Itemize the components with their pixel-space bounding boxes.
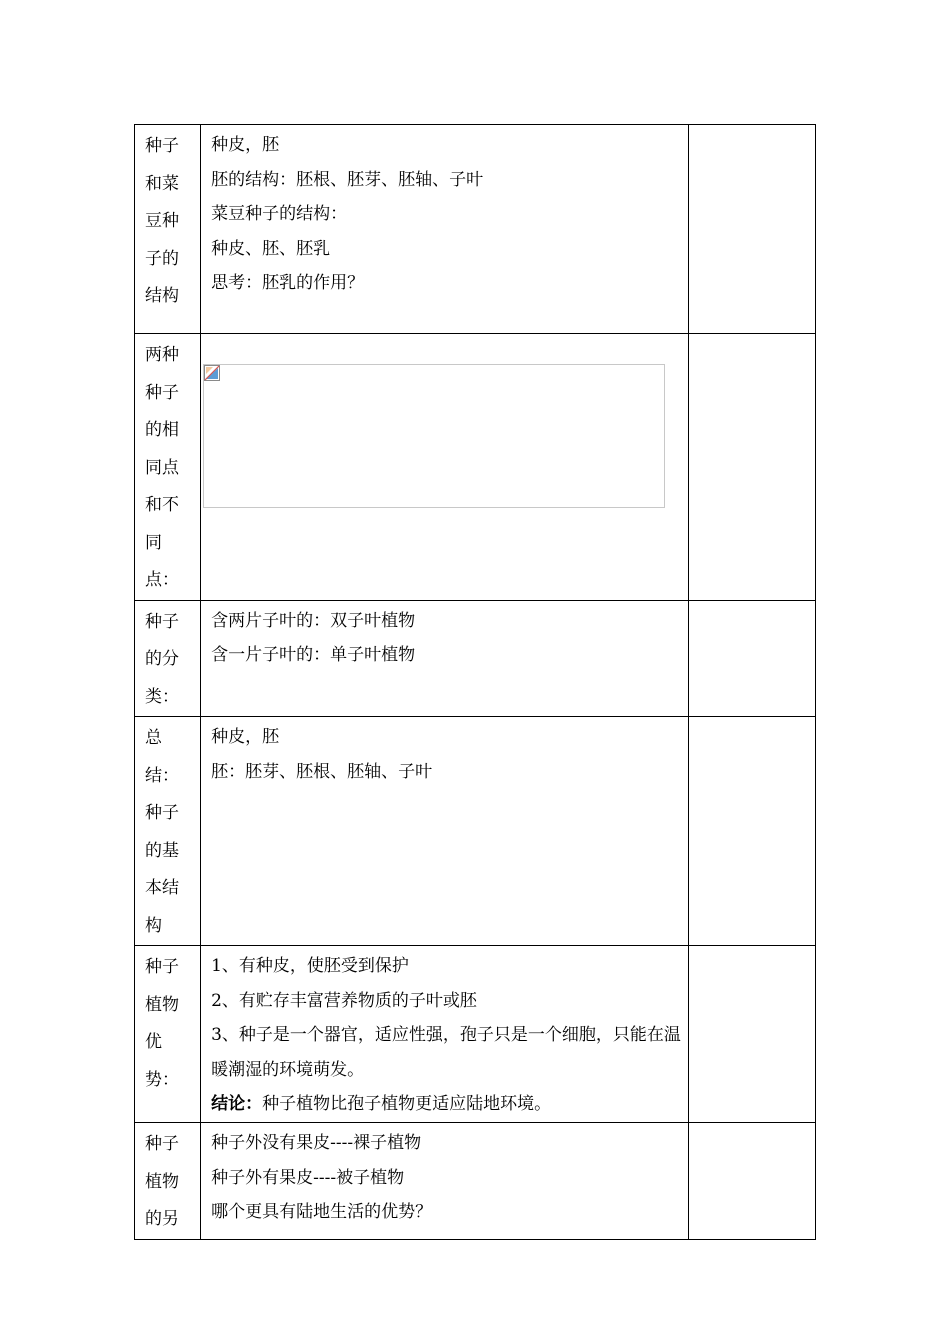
table-row <box>135 717 816 946</box>
conclusion-text: 种子植物比孢子植物更适应陆地环境。 <box>262 1094 552 1114</box>
table-row <box>135 600 816 717</box>
row-label-line: 结构 <box>145 286 179 306</box>
lesson-table <box>134 124 816 1240</box>
content-line: 3、种子是一个器官，适应性强，孢子只是一个细胞，只能在温暖潮湿的环境萌发。 <box>211 1025 681 1080</box>
row-label-cell <box>135 600 201 717</box>
content-line: 胚的结构：胚根、胚芽、胚轴、子叶 <box>211 169 484 190</box>
broken-image-icon <box>204 365 220 381</box>
table-row <box>135 1123 816 1240</box>
row-label-line: 种子 <box>145 382 179 403</box>
row-content-cell <box>201 717 689 946</box>
conclusion-line <box>211 1087 688 1122</box>
row-label-line: 同点 <box>145 457 179 478</box>
row-label-line: 类： <box>145 686 179 707</box>
row-label-cell <box>135 1123 201 1240</box>
row-label-cell <box>135 717 201 946</box>
row-label-line: 种子 <box>145 136 179 156</box>
content-line: 思考：胚乳的作用？ <box>211 273 365 293</box>
notes-cell <box>688 600 815 717</box>
content-line: 种子外有果皮----被子植物 <box>211 1167 405 1188</box>
row-label-line: 优 <box>145 1032 162 1052</box>
row-label-cell <box>135 125 201 334</box>
row-label-line: 种子 <box>145 803 179 823</box>
table-row <box>135 946 816 1123</box>
row-label-line: 同 <box>145 532 162 553</box>
notes-cell <box>688 125 815 334</box>
content-line: 种皮，胚 <box>211 727 280 747</box>
row-label-line: 本结 <box>145 878 179 898</box>
content-line: 菜豆种子的结构： <box>211 204 348 224</box>
conclusion-label: 结论： <box>211 1094 263 1114</box>
row-label-line: 结： <box>145 765 179 786</box>
content-line: 含一片子叶的：单子叶植物 <box>211 645 416 665</box>
content-line: 种子外没有果皮----裸子植物 <box>211 1133 422 1153</box>
row-content-cell <box>201 334 689 601</box>
row-label-line: 种子 <box>145 611 179 632</box>
notes-cell <box>688 946 815 1123</box>
row-label-line: 种子 <box>145 1134 179 1154</box>
row-label-line: 植物 <box>145 1171 179 1192</box>
row-label-line: 的分 <box>145 649 179 669</box>
row-content-cell <box>201 600 689 717</box>
content-line: 1、有种皮，使胚受到保护 <box>211 956 409 976</box>
row-label-line: 势： <box>145 1069 179 1090</box>
content-line: 种皮，胚 <box>211 135 280 155</box>
content-line: 2、有贮存丰富营养物质的子叶或胚 <box>211 990 477 1011</box>
notes-cell <box>688 334 815 601</box>
table-row <box>135 125 816 334</box>
row-label-cell <box>135 946 201 1123</box>
row-label-cell <box>135 334 201 601</box>
row-content-cell <box>201 946 689 1123</box>
content-line: 哪个更具有陆地生活的优势？ <box>211 1202 433 1222</box>
row-label-line: 植物 <box>145 994 179 1015</box>
row-label-line: 种子 <box>145 957 179 977</box>
row-label-line: 的另 <box>145 1209 179 1229</box>
content-line: 种皮、胚、胚乳 <box>211 238 331 259</box>
row-label-line: 豆种 <box>145 211 179 231</box>
table-row <box>135 334 816 601</box>
row-label-line: 和不 <box>145 495 179 515</box>
notes-cell <box>688 717 815 946</box>
row-label-line: 的基 <box>145 840 179 861</box>
row-label-line: 的相 <box>145 420 179 440</box>
row-label-line: 构 <box>145 915 162 936</box>
row-content-cell <box>201 125 689 334</box>
row-label-line: 子的 <box>145 248 179 269</box>
row-label-line: 总 <box>145 728 162 748</box>
row-label-line: 两种 <box>145 345 179 365</box>
row-label-line: 和菜 <box>145 173 179 194</box>
content-line: 含两片子叶的：双子叶植物 <box>211 610 416 631</box>
image-placeholder <box>203 364 665 508</box>
row-content-cell <box>201 1123 689 1240</box>
notes-cell <box>688 1123 815 1240</box>
content-line: 胚：胚芽、胚根、胚轴、子叶 <box>211 761 433 782</box>
row-label-line: 点： <box>145 570 179 590</box>
